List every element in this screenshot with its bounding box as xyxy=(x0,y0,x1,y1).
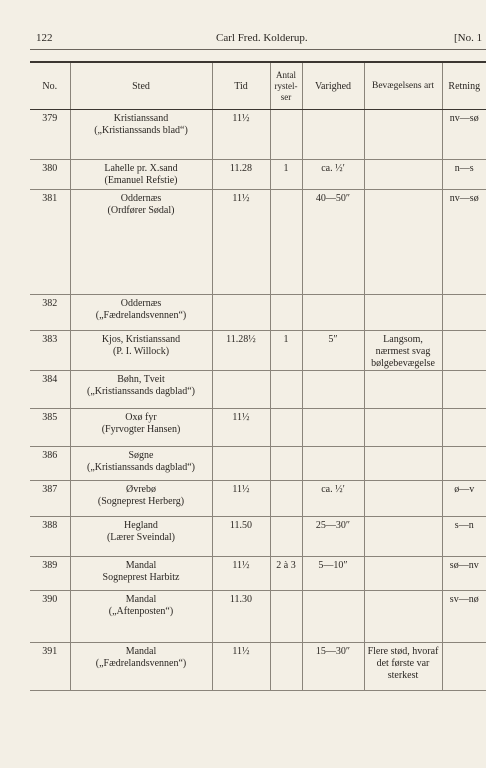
row-shock-count xyxy=(270,481,302,517)
row-shock-count xyxy=(270,591,302,643)
place-name: Øvrebø xyxy=(126,484,156,495)
row-number: 386 xyxy=(30,447,70,481)
row-number: 391 xyxy=(30,643,70,691)
row-direction xyxy=(442,643,486,691)
row-direction xyxy=(442,295,486,331)
row-duration: ca. ½′ xyxy=(302,160,364,190)
row-number: 384 xyxy=(30,371,70,409)
row-motion-type xyxy=(364,517,442,557)
row-direction: ø—v xyxy=(442,481,486,517)
row-place xyxy=(70,295,212,331)
place-name: Mandal xyxy=(125,594,157,605)
row-direction xyxy=(442,331,486,371)
row-time: 11½ xyxy=(212,110,270,160)
table-row xyxy=(30,591,486,643)
table-row xyxy=(30,447,486,481)
row-motion-type xyxy=(364,591,442,643)
row-time: 11.28 xyxy=(212,160,270,190)
row-shock-count xyxy=(270,190,302,295)
row-time: 11.30 xyxy=(212,591,270,643)
row-time: 11.28½ xyxy=(212,331,270,371)
row-shock-count: 1 xyxy=(270,331,302,371)
row-duration xyxy=(302,409,364,447)
place-name: Oxø fyr xyxy=(125,412,157,423)
place-name: Søgne xyxy=(128,450,154,461)
row-duration xyxy=(302,371,364,409)
table-row xyxy=(30,643,486,691)
row-motion-type xyxy=(364,110,442,160)
place-name: Oddernæs xyxy=(120,193,162,204)
row-place xyxy=(70,331,212,371)
row-duration xyxy=(302,591,364,643)
table-body xyxy=(30,110,486,691)
row-number: 385 xyxy=(30,409,70,447)
place-name: Kristianssand xyxy=(113,113,169,124)
row-motion-type xyxy=(364,557,442,591)
page-number: 122 xyxy=(36,32,53,44)
col-header-antal: Antal rystel- ser xyxy=(270,62,302,110)
row-place xyxy=(70,481,212,517)
row-place xyxy=(70,160,212,190)
row-shock-count xyxy=(270,643,302,691)
place-source: („Aftenposten“) xyxy=(108,606,174,617)
table-row xyxy=(30,190,486,295)
row-motion-type xyxy=(364,481,442,517)
row-duration xyxy=(302,447,364,481)
row-place xyxy=(70,447,212,481)
row-place xyxy=(70,409,212,447)
place-source: („Kristianssands blad“) xyxy=(94,125,188,136)
row-motion-type xyxy=(364,190,442,295)
row-motion-type xyxy=(364,447,442,481)
row-time: 11½ xyxy=(212,557,270,591)
row-shock-count xyxy=(270,447,302,481)
row-motion-type xyxy=(364,160,442,190)
row-place xyxy=(70,110,212,160)
row-number: 387 xyxy=(30,481,70,517)
table-row xyxy=(30,295,486,331)
col-header-sted: Sted xyxy=(70,62,212,110)
place-source: („Kristianssands dagblad“) xyxy=(86,462,196,473)
row-number: 379 xyxy=(30,110,70,160)
row-time: 11½ xyxy=(212,643,270,691)
place-source: (Ordfører Sødal) xyxy=(107,205,175,216)
table-row xyxy=(30,481,486,517)
row-duration: 5—10″ xyxy=(302,557,364,591)
place-name: Lahelle pr. X.sand xyxy=(104,163,178,174)
row-number: 383 xyxy=(30,331,70,371)
row-place xyxy=(70,557,212,591)
row-direction: nv—sø xyxy=(442,110,486,160)
place-name: Mandal xyxy=(125,646,157,657)
running-title: Carl Fred. Kolderup. xyxy=(216,32,308,44)
row-number: 380 xyxy=(30,160,70,190)
col-header-art: Bevægelsens art xyxy=(364,62,442,110)
row-motion-type: Langsom, nærmest svag bølgebevægelse xyxy=(364,331,442,371)
col-header-retning: Retning xyxy=(442,62,486,110)
row-duration: 40—50″ xyxy=(302,190,364,295)
row-place xyxy=(70,371,212,409)
row-place xyxy=(70,591,212,643)
place-source: (P. I. Willock) xyxy=(112,346,170,357)
place-source: (Emanuel Refstie) xyxy=(104,175,178,186)
row-shock-count xyxy=(270,517,302,557)
row-number: 390 xyxy=(30,591,70,643)
row-direction xyxy=(442,447,486,481)
row-direction: s—n xyxy=(442,517,486,557)
row-time: 11½ xyxy=(212,409,270,447)
place-name: Mandal xyxy=(125,560,157,571)
table-row xyxy=(30,160,486,190)
row-time xyxy=(212,371,270,409)
place-source: („Fædrelandsvennen“) xyxy=(95,658,187,669)
table-row xyxy=(30,331,486,371)
row-direction: nv—sø xyxy=(442,190,486,295)
row-direction: sø—nv xyxy=(442,557,486,591)
row-number: 381 xyxy=(30,190,70,295)
row-duration: 15—30″ xyxy=(302,643,364,691)
row-shock-count xyxy=(270,409,302,447)
row-place xyxy=(70,190,212,295)
row-number: 388 xyxy=(30,517,70,557)
row-time xyxy=(212,295,270,331)
row-time: 11.50 xyxy=(212,517,270,557)
row-shock-count xyxy=(270,371,302,409)
place-name: Hegland xyxy=(124,520,158,531)
table-row xyxy=(30,517,486,557)
row-duration: 25—30″ xyxy=(302,517,364,557)
row-duration xyxy=(302,295,364,331)
row-number: 382 xyxy=(30,295,70,331)
table-row xyxy=(30,557,486,591)
col-header-no: No. xyxy=(30,62,70,110)
place-source: (Lærer Sveindal) xyxy=(106,532,176,543)
table-row xyxy=(30,110,486,160)
row-direction xyxy=(442,371,486,409)
row-direction: sv—nø xyxy=(442,591,486,643)
row-time xyxy=(212,447,270,481)
row-shock-count xyxy=(270,295,302,331)
place-name: Kjos, Kristianssand xyxy=(101,334,181,345)
row-duration xyxy=(302,110,364,160)
row-place xyxy=(70,517,212,557)
place-source: (Sogneprest Herberg) xyxy=(97,496,185,507)
row-place xyxy=(70,643,212,691)
place-name: Bøhn, Tveit xyxy=(117,374,165,385)
place-name: Oddernæs xyxy=(120,298,162,309)
row-motion-type xyxy=(364,295,442,331)
place-source: (Fyrvogter Hansen) xyxy=(101,424,181,435)
place-source: („Kristianssands dagblad“) xyxy=(86,386,196,397)
row-motion-type: Flere stød, hvoraf det første var sterkest xyxy=(364,643,442,691)
place-source: („Fædrelandsvennen“) xyxy=(95,310,187,321)
header-rule xyxy=(30,49,486,50)
row-shock-count: 2 à 3 xyxy=(270,557,302,591)
row-time: 11½ xyxy=(212,481,270,517)
row-motion-type xyxy=(364,371,442,409)
row-time: 11½ xyxy=(212,190,270,295)
row-shock-count xyxy=(270,110,302,160)
table-header xyxy=(30,62,486,110)
col-header-varighed: Varighed xyxy=(302,62,364,110)
table-row xyxy=(30,371,486,409)
running-header xyxy=(36,32,486,48)
row-shock-count: 1 xyxy=(270,160,302,190)
row-direction xyxy=(442,409,486,447)
place-source: Sogneprest Harbitz xyxy=(102,572,180,583)
row-duration: 5″ xyxy=(302,331,364,371)
header-row xyxy=(30,62,486,110)
issue-number: [No. 1 xyxy=(454,32,483,44)
earthquake-observations-table xyxy=(30,61,486,691)
row-direction: n—s xyxy=(442,160,486,190)
table-row xyxy=(30,409,486,447)
row-motion-type xyxy=(364,409,442,447)
row-number: 389 xyxy=(30,557,70,591)
col-header-tid: Tid xyxy=(212,62,270,110)
row-duration: ca. ½′ xyxy=(302,481,364,517)
